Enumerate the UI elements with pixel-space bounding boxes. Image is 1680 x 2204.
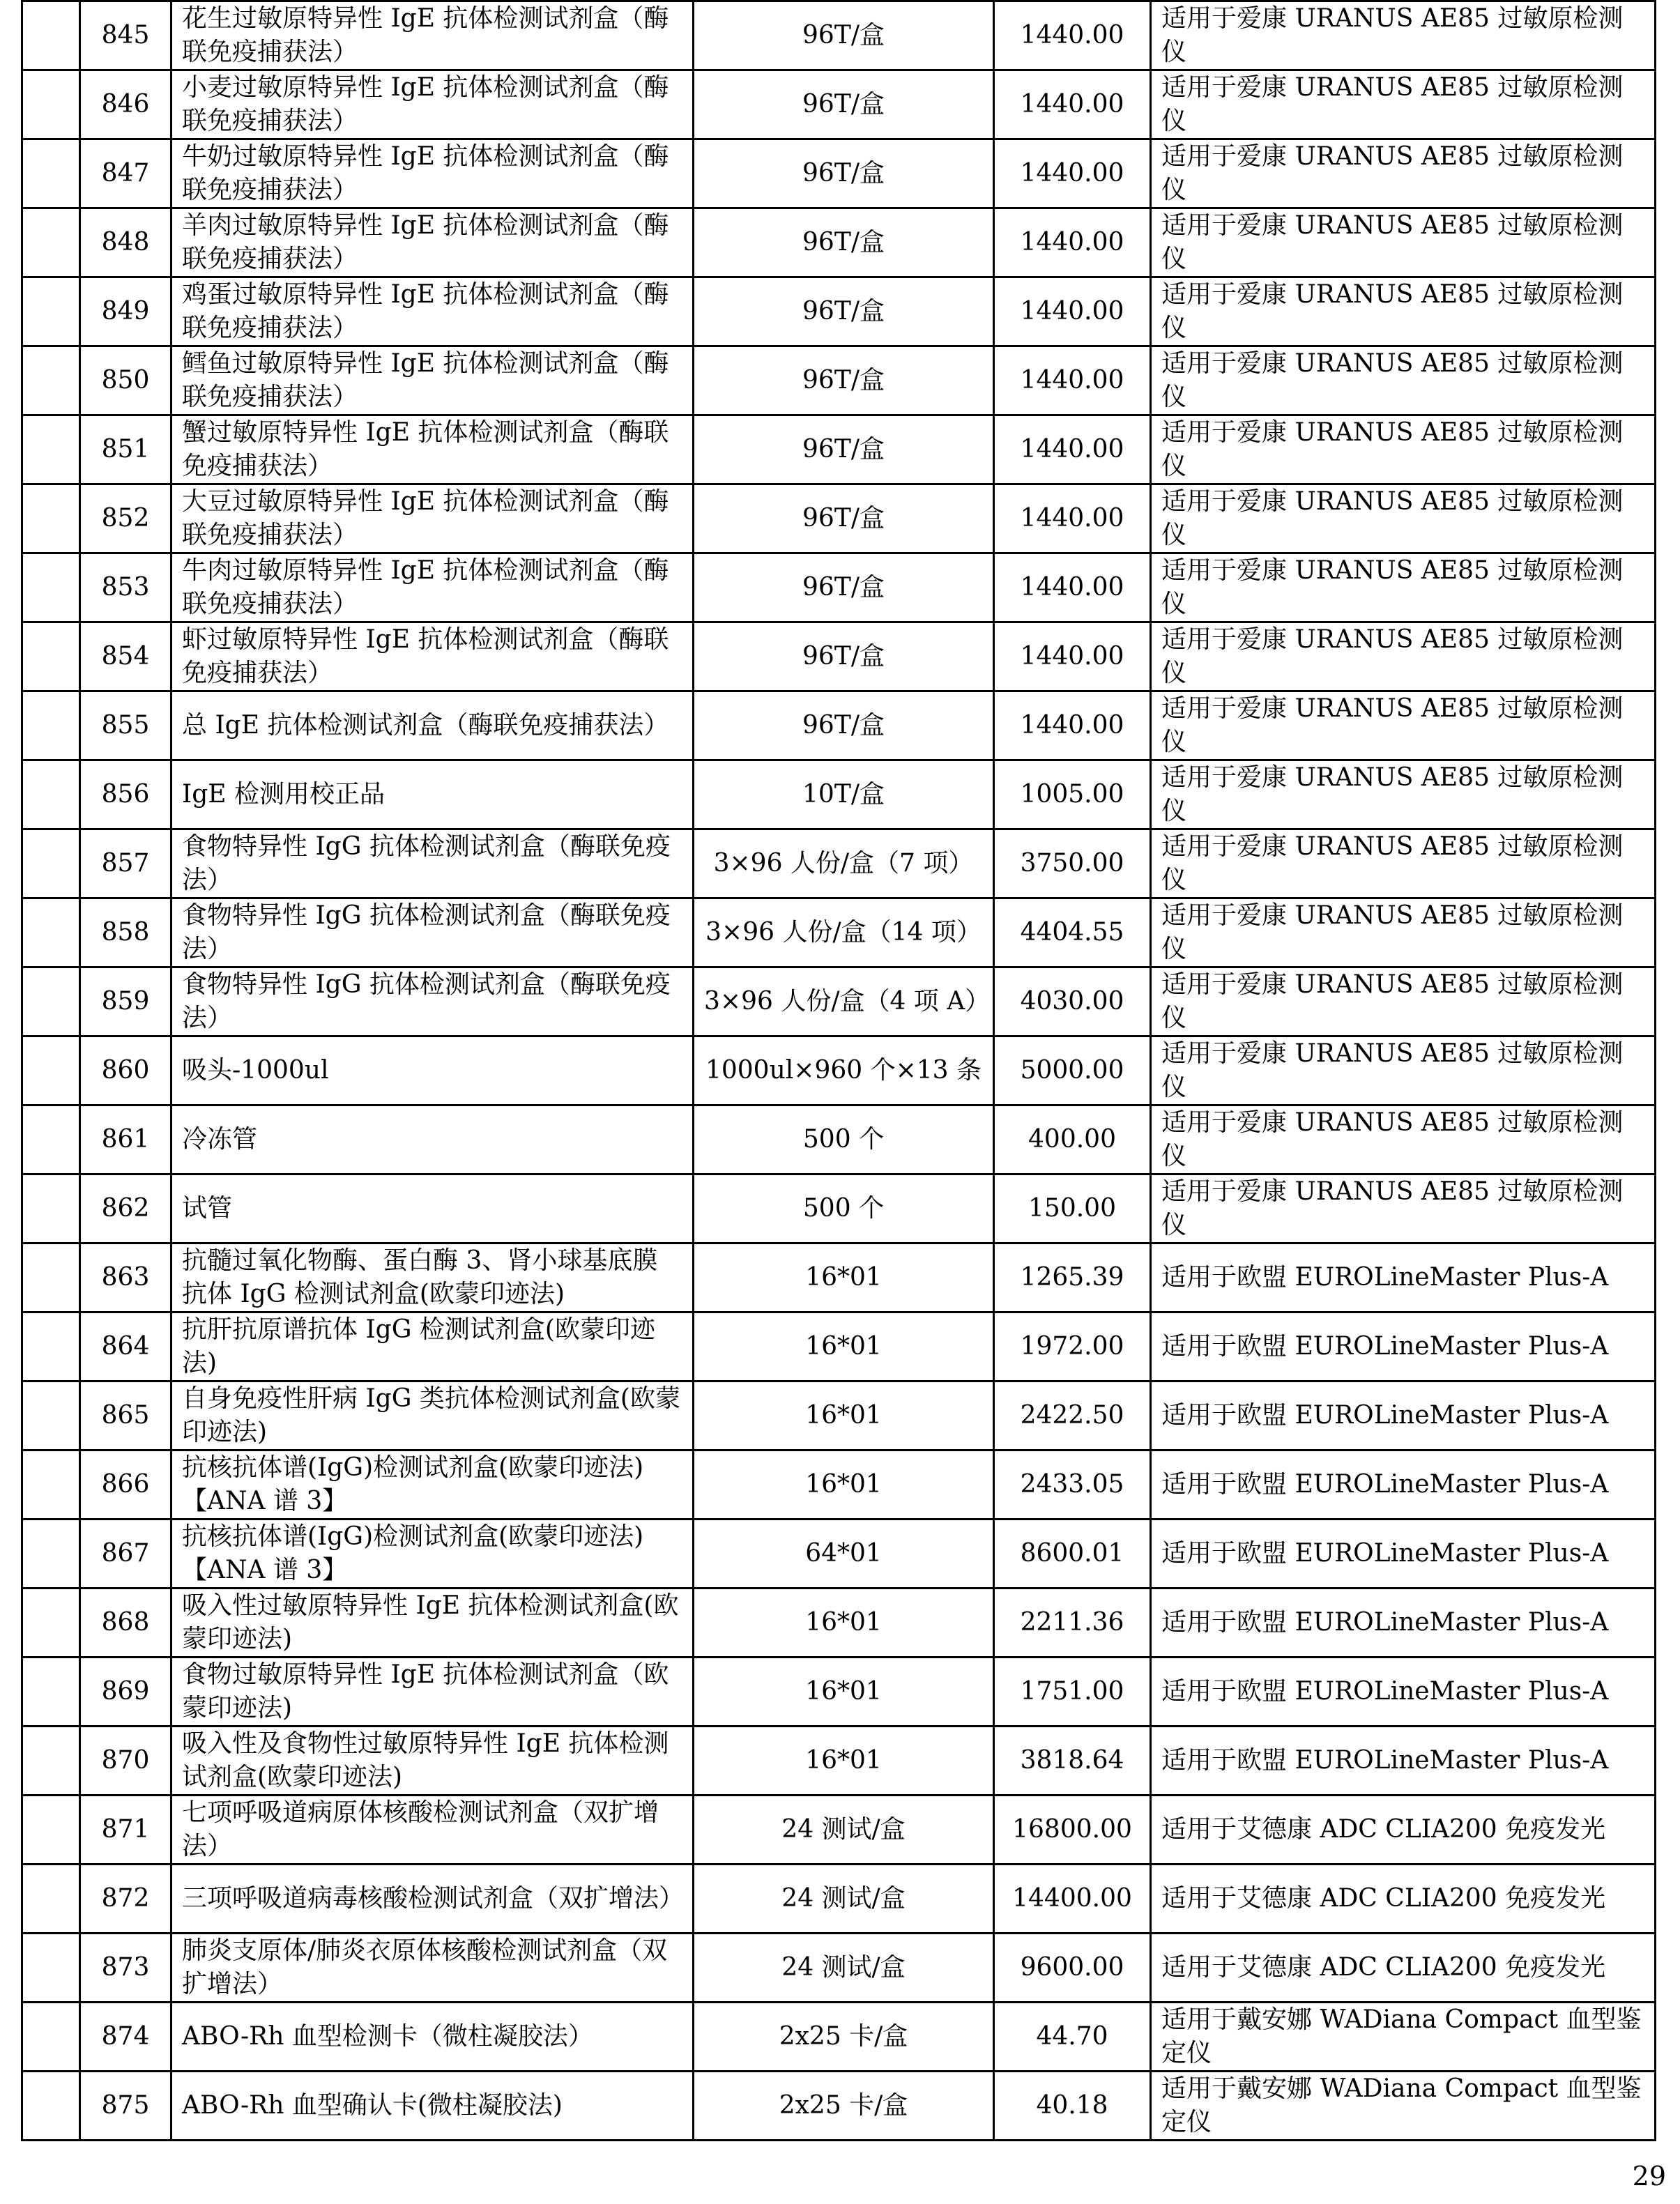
applicable-instrument-cell: 适用于艾德康 ADC CLIA200 免疫发光	[1151, 1865, 1656, 1934]
product-name-cell: 吸入性过敏原特异性 IgE 抗体检测试剂盒(欧蒙印迹法)	[171, 1589, 694, 1658]
product-name-cell: 三项呼吸道病毒核酸检测试剂盒（双扩增法）	[171, 1865, 694, 1934]
product-name-cell: 食物特异性 IgG 抗体检测试剂盒（酶联免疫法）	[171, 829, 694, 898]
row-number-cell: 850	[80, 346, 171, 415]
blank-cell	[22, 1243, 80, 1313]
product-name-cell: 冷冻管	[171, 1105, 694, 1174]
row-number-cell: 845	[80, 1, 171, 70]
applicable-instrument-cell: 适用于戴安娜 WADiana Compact 血型鉴定仪	[1151, 2003, 1656, 2072]
product-spec-cell: 96T/盒	[694, 139, 994, 208]
blank-cell	[22, 760, 80, 829]
table-row	[22, 1589, 1656, 1658]
product-spec-cell: 2x25 卡/盒	[694, 2072, 994, 2141]
product-spec-cell: 96T/盒	[694, 70, 994, 139]
unit-price-cell: 3750.00	[994, 829, 1151, 898]
applicable-instrument-cell: 适用于欧盟 EUROLineMaster Plus-A	[1151, 1382, 1656, 1451]
product-name-cell: ABO-Rh 血型检测卡（微柱凝胶法）	[171, 2003, 694, 2072]
table-row	[22, 2003, 1656, 2072]
applicable-instrument-cell: 适用于欧盟 EUROLineMaster Plus-A	[1151, 1589, 1656, 1658]
unit-price-cell: 1440.00	[994, 1, 1151, 70]
row-number-cell: 872	[80, 1865, 171, 1934]
table-row	[22, 277, 1656, 346]
unit-price-cell: 40.18	[994, 2072, 1151, 2141]
unit-price-cell: 1440.00	[994, 277, 1151, 346]
blank-cell	[22, 2003, 80, 2072]
blank-cell	[22, 1174, 80, 1243]
row-number-cell: 859	[80, 967, 171, 1036]
row-number-cell: 868	[80, 1589, 171, 1658]
blank-cell	[22, 829, 80, 898]
table-row	[22, 760, 1656, 829]
row-number-cell: 869	[80, 1658, 171, 1727]
product-spec-cell: 96T/盒	[694, 277, 994, 346]
product-spec-cell: 24 测试/盒	[694, 1796, 994, 1865]
blank-cell	[22, 415, 80, 484]
blank-cell	[22, 1451, 80, 1520]
table-row	[22, 1313, 1656, 1382]
unit-price-cell: 1751.00	[994, 1658, 1151, 1727]
product-name-cell: 七项呼吸道病原体核酸检测试剂盒（双扩增法）	[171, 1796, 694, 1865]
product-name-cell: 吸入性及食物性过敏原特异性 IgE 抗体检测试剂盒(欧蒙印迹法)	[171, 1727, 694, 1796]
row-number-cell: 854	[80, 622, 171, 691]
unit-price-cell: 1440.00	[994, 139, 1151, 208]
unit-price-cell: 1005.00	[994, 760, 1151, 829]
applicable-instrument-cell: 适用于爱康 URANUS AE85 过敏原检测仪	[1151, 898, 1656, 967]
row-number-cell: 858	[80, 898, 171, 967]
blank-cell	[22, 484, 80, 553]
blank-cell	[22, 898, 80, 967]
applicable-instrument-cell: 适用于爱康 URANUS AE85 过敏原检测仪	[1151, 1105, 1656, 1174]
product-name-cell: 总 IgE 抗体检测试剂盒（酶联免疫捕获法）	[171, 691, 694, 760]
applicable-instrument-cell: 适用于欧盟 EUROLineMaster Plus-A	[1151, 1313, 1656, 1382]
table-row	[22, 691, 1656, 760]
table-row	[22, 829, 1656, 898]
product-spec-cell: 96T/盒	[694, 622, 994, 691]
table-row	[22, 1243, 1656, 1313]
product-spec-cell: 96T/盒	[694, 208, 994, 277]
product-name-cell: 吸头-1000ul	[171, 1036, 694, 1105]
applicable-instrument-cell: 适用于爱康 URANUS AE85 过敏原检测仪	[1151, 691, 1656, 760]
table-row	[22, 1382, 1656, 1451]
product-name-cell: 抗髓过氧化物酶、蛋白酶 3、肾小球基底膜抗体 IgG 检测试剂盒(欧蒙印迹法)	[171, 1243, 694, 1313]
row-number-cell: 851	[80, 415, 171, 484]
applicable-instrument-cell: 适用于戴安娜 WADiana Compact 血型鉴定仪	[1151, 2072, 1656, 2141]
applicable-instrument-cell: 适用于欧盟 EUROLineMaster Plus-A	[1151, 1658, 1656, 1727]
table-row	[22, 898, 1656, 967]
table-row	[22, 1796, 1656, 1865]
row-number-cell: 863	[80, 1243, 171, 1313]
table-row	[22, 484, 1656, 553]
blank-cell	[22, 691, 80, 760]
row-number-cell: 866	[80, 1451, 171, 1520]
product-name-cell: 牛奶过敏原特异性 IgE 抗体检测试剂盒（酶联免疫捕获法）	[171, 139, 694, 208]
product-name-cell: 食物过敏原特异性 IgE 抗体检测试剂盒（欧蒙印迹法)	[171, 1658, 694, 1727]
applicable-instrument-cell: 适用于欧盟 EUROLineMaster Plus-A	[1151, 1727, 1656, 1796]
unit-price-cell: 44.70	[994, 2003, 1151, 2072]
table-row	[22, 415, 1656, 484]
row-number-cell: 856	[80, 760, 171, 829]
unit-price-cell: 8600.01	[994, 1520, 1151, 1589]
row-number-cell: 847	[80, 139, 171, 208]
table-row	[22, 208, 1656, 277]
unit-price-cell: 5000.00	[994, 1036, 1151, 1105]
table-row	[22, 1520, 1656, 1589]
row-number-cell: 875	[80, 2072, 171, 2141]
product-spec-cell: 16*01	[694, 1658, 994, 1727]
page-number: 29	[1632, 2161, 1666, 2191]
row-number-cell: 871	[80, 1796, 171, 1865]
product-name-cell: 小麦过敏原特异性 IgE 抗体检测试剂盒（酶联免疫捕获法）	[171, 70, 694, 139]
product-spec-cell: 64*01	[694, 1520, 994, 1589]
applicable-instrument-cell: 适用于爱康 URANUS AE85 过敏原检测仪	[1151, 622, 1656, 691]
applicable-instrument-cell: 适用于爱康 URANUS AE85 过敏原检测仪	[1151, 208, 1656, 277]
product-name-cell: 抗核抗体谱(IgG)检测试剂盒(欧蒙印迹法)【ANA 谱 3】	[171, 1520, 694, 1589]
blank-cell	[22, 2072, 80, 2141]
unit-price-cell: 4404.55	[994, 898, 1151, 967]
applicable-instrument-cell: 适用于爱康 URANUS AE85 过敏原检测仪	[1151, 70, 1656, 139]
applicable-instrument-cell: 适用于爱康 URANUS AE85 过敏原检测仪	[1151, 967, 1656, 1036]
applicable-instrument-cell: 适用于爱康 URANUS AE85 过敏原检测仪	[1151, 760, 1656, 829]
table-row	[22, 346, 1656, 415]
product-spec-cell: 16*01	[694, 1313, 994, 1382]
table-row	[22, 1934, 1656, 2003]
blank-cell	[22, 553, 80, 622]
row-number-cell: 870	[80, 1727, 171, 1796]
product-name-cell: 虾过敏原特异性 IgE 抗体检测试剂盒（酶联免疫捕获法）	[171, 622, 694, 691]
applicable-instrument-cell: 适用于爱康 URANUS AE85 过敏原检测仪	[1151, 346, 1656, 415]
unit-price-cell: 1440.00	[994, 484, 1151, 553]
applicable-instrument-cell: 适用于欧盟 EUROLineMaster Plus-A	[1151, 1243, 1656, 1313]
product-spec-cell: 96T/盒	[694, 415, 994, 484]
table-row	[22, 70, 1656, 139]
blank-cell	[22, 1520, 80, 1589]
applicable-instrument-cell: 适用于爱康 URANUS AE85 过敏原检测仪	[1151, 484, 1656, 553]
table-row	[22, 1727, 1656, 1796]
product-spec-cell: 500 个	[694, 1105, 994, 1174]
product-spec-cell: 24 测试/盒	[694, 1865, 994, 1934]
row-number-cell: 855	[80, 691, 171, 760]
unit-price-cell: 1440.00	[994, 70, 1151, 139]
blank-cell	[22, 1658, 80, 1727]
blank-cell	[22, 346, 80, 415]
product-spec-cell: 96T/盒	[694, 691, 994, 760]
row-number-cell: 848	[80, 208, 171, 277]
product-name-cell: 大豆过敏原特异性 IgE 抗体检测试剂盒（酶联免疫捕获法）	[171, 484, 694, 553]
table-row	[22, 2072, 1656, 2141]
blank-cell	[22, 208, 80, 277]
blank-cell	[22, 277, 80, 346]
unit-price-cell: 1265.39	[994, 1243, 1151, 1313]
blank-cell	[22, 139, 80, 208]
row-number-cell: 862	[80, 1174, 171, 1243]
unit-price-cell: 2433.05	[994, 1451, 1151, 1520]
product-spec-cell: 16*01	[694, 1727, 994, 1796]
unit-price-cell: 3818.64	[994, 1727, 1151, 1796]
row-number-cell: 846	[80, 70, 171, 139]
row-number-cell: 849	[80, 277, 171, 346]
applicable-instrument-cell: 适用于爱康 URANUS AE85 过敏原检测仪	[1151, 277, 1656, 346]
product-name-cell: 蟹过敏原特异性 IgE 抗体检测试剂盒（酶联免疫捕获法）	[171, 415, 694, 484]
table-row	[22, 1174, 1656, 1243]
reagent-price-table	[21, 0, 1656, 2141]
product-spec-cell: 500 个	[694, 1174, 994, 1243]
table-row	[22, 1658, 1656, 1727]
row-number-cell: 853	[80, 553, 171, 622]
blank-cell	[22, 1865, 80, 1934]
applicable-instrument-cell: 适用于爱康 URANUS AE85 过敏原检测仪	[1151, 415, 1656, 484]
table-row	[22, 1105, 1656, 1174]
product-name-cell: 试管	[171, 1174, 694, 1243]
row-number-cell: 852	[80, 484, 171, 553]
unit-price-cell: 1440.00	[994, 415, 1151, 484]
table-body	[22, 1, 1656, 2141]
product-name-cell: 羊肉过敏原特异性 IgE 抗体检测试剂盒（酶联免疫捕获法）	[171, 208, 694, 277]
row-number-cell: 867	[80, 1520, 171, 1589]
product-name-cell: 食物特异性 IgG 抗体检测试剂盒（酶联免疫法）	[171, 898, 694, 967]
row-number-cell: 874	[80, 2003, 171, 2072]
row-number-cell: 860	[80, 1036, 171, 1105]
product-name-cell: ABO-Rh 血型确认卡(微柱凝胶法)	[171, 2072, 694, 2141]
table-row	[22, 622, 1656, 691]
product-name-cell: 牛肉过敏原特异性 IgE 抗体检测试剂盒（酶联免疫捕获法）	[171, 553, 694, 622]
applicable-instrument-cell: 适用于爱康 URANUS AE85 过敏原检测仪	[1151, 553, 1656, 622]
blank-cell	[22, 1796, 80, 1865]
blank-cell	[22, 1589, 80, 1658]
table-row	[22, 1451, 1656, 1520]
unit-price-cell: 4030.00	[994, 967, 1151, 1036]
blank-cell	[22, 967, 80, 1036]
product-spec-cell: 10T/盒	[694, 760, 994, 829]
blank-cell	[22, 1313, 80, 1382]
blank-cell	[22, 1036, 80, 1105]
product-spec-cell: 96T/盒	[694, 484, 994, 553]
product-spec-cell: 16*01	[694, 1451, 994, 1520]
product-name-cell: 鸡蛋过敏原特异性 IgE 抗体检测试剂盒（酶联免疫捕获法）	[171, 277, 694, 346]
blank-cell	[22, 1382, 80, 1451]
applicable-instrument-cell: 适用于欧盟 EUROLineMaster Plus-A	[1151, 1451, 1656, 1520]
applicable-instrument-cell: 适用于爱康 URANUS AE85 过敏原检测仪	[1151, 139, 1656, 208]
product-spec-cell: 24 测试/盒	[694, 1934, 994, 2003]
table-row	[22, 1036, 1656, 1105]
applicable-instrument-cell: 适用于爱康 URANUS AE85 过敏原检测仪	[1151, 1174, 1656, 1243]
product-name-cell: 食物特异性 IgG 抗体检测试剂盒（酶联免疫法）	[171, 967, 694, 1036]
blank-cell	[22, 70, 80, 139]
unit-price-cell: 150.00	[994, 1174, 1151, 1243]
product-spec-cell: 16*01	[694, 1382, 994, 1451]
unit-price-cell: 9600.00	[994, 1934, 1151, 2003]
product-spec-cell: 3×96 人份/盒（14 项）	[694, 898, 994, 967]
table-row	[22, 967, 1656, 1036]
blank-cell	[22, 1, 80, 70]
product-name-cell: 抗肝抗原谱抗体 IgG 检测试剂盒(欧蒙印迹法)	[171, 1313, 694, 1382]
product-spec-cell: 2x25 卡/盒	[694, 2003, 994, 2072]
product-spec-cell: 96T/盒	[694, 1, 994, 70]
product-name-cell: 抗核抗体谱(IgG)检测试剂盒(欧蒙印迹法)【ANA 谱 3】	[171, 1451, 694, 1520]
unit-price-cell: 1440.00	[994, 691, 1151, 760]
row-number-cell: 861	[80, 1105, 171, 1174]
blank-cell	[22, 1105, 80, 1174]
product-spec-cell: 3×96 人份/盒（4 项 A）	[694, 967, 994, 1036]
product-name-cell: 肺炎支原体/肺炎衣原体核酸检测试剂盒（双扩增法）	[171, 1934, 694, 2003]
product-name-cell: 自身免疫性肝病 IgG 类抗体检测试剂盒(欧蒙印迹法)	[171, 1382, 694, 1451]
unit-price-cell: 1972.00	[994, 1313, 1151, 1382]
blank-cell	[22, 1934, 80, 2003]
applicable-instrument-cell: 适用于爱康 URANUS AE85 过敏原检测仪	[1151, 1, 1656, 70]
table-row	[22, 1, 1656, 70]
blank-cell	[22, 1727, 80, 1796]
product-spec-cell: 1000ul×960 个×13 条	[694, 1036, 994, 1105]
table-row	[22, 553, 1656, 622]
row-number-cell: 865	[80, 1382, 171, 1451]
unit-price-cell: 1440.00	[994, 622, 1151, 691]
row-number-cell: 864	[80, 1313, 171, 1382]
table-row	[22, 139, 1656, 208]
product-spec-cell: 96T/盒	[694, 553, 994, 622]
unit-price-cell: 1440.00	[994, 346, 1151, 415]
unit-price-cell: 1440.00	[994, 208, 1151, 277]
product-spec-cell: 96T/盒	[694, 346, 994, 415]
applicable-instrument-cell: 适用于欧盟 EUROLineMaster Plus-A	[1151, 1520, 1656, 1589]
product-spec-cell: 16*01	[694, 1243, 994, 1313]
applicable-instrument-cell: 适用于爱康 URANUS AE85 过敏原检测仪	[1151, 829, 1656, 898]
row-number-cell: 857	[80, 829, 171, 898]
unit-price-cell: 16800.00	[994, 1796, 1151, 1865]
product-name-cell: 鳕鱼过敏原特异性 IgE 抗体检测试剂盒（酶联免疫捕获法）	[171, 346, 694, 415]
product-spec-cell: 16*01	[694, 1589, 994, 1658]
applicable-instrument-cell: 适用于艾德康 ADC CLIA200 免疫发光	[1151, 1934, 1656, 2003]
row-number-cell: 873	[80, 1934, 171, 2003]
unit-price-cell: 2422.50	[994, 1382, 1151, 1451]
table-row	[22, 1865, 1656, 1934]
unit-price-cell: 1440.00	[994, 553, 1151, 622]
product-name-cell: IgE 检测用校正品	[171, 760, 694, 829]
unit-price-cell: 2211.36	[994, 1589, 1151, 1658]
product-spec-cell: 3×96 人份/盒（7 项）	[694, 829, 994, 898]
blank-cell	[22, 622, 80, 691]
applicable-instrument-cell: 适用于艾德康 ADC CLIA200 免疫发光	[1151, 1796, 1656, 1865]
product-name-cell: 花生过敏原特异性 IgE 抗体检测试剂盒（酶联免疫捕获法）	[171, 1, 694, 70]
unit-price-cell: 14400.00	[994, 1865, 1151, 1934]
unit-price-cell: 400.00	[994, 1105, 1151, 1174]
applicable-instrument-cell: 适用于爱康 URANUS AE85 过敏原检测仪	[1151, 1036, 1656, 1105]
